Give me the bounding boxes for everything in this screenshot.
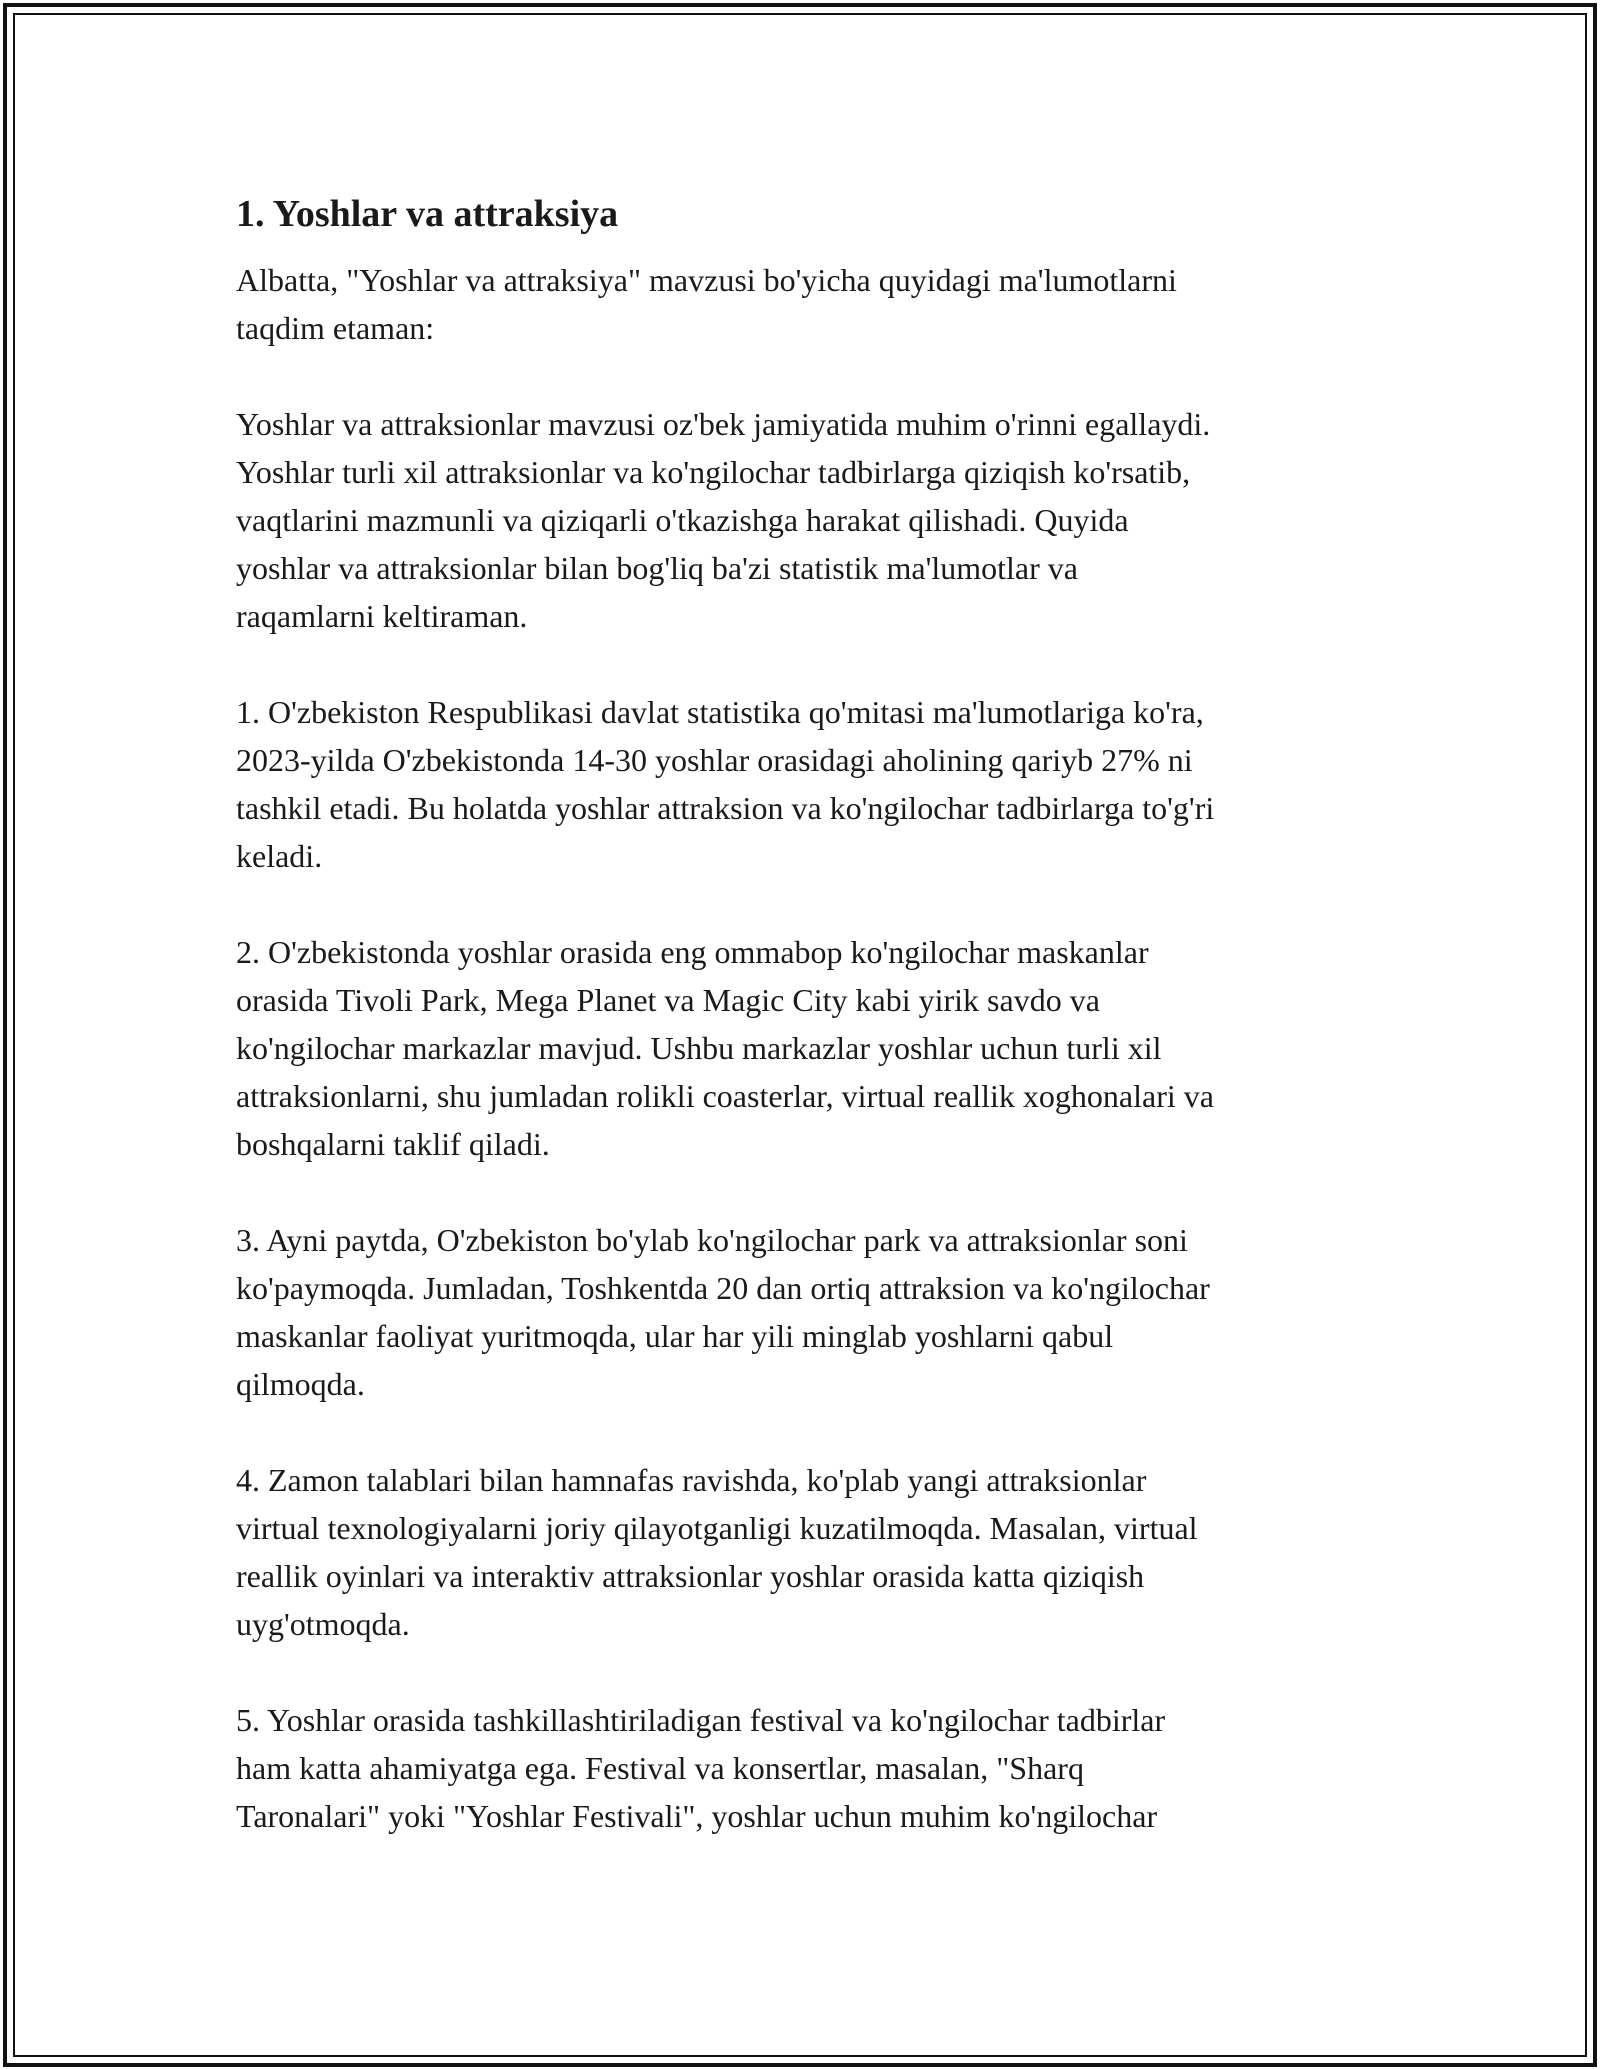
paragraph-point-3: 3. Ayni paytda, O'zbekiston bo'ylab ko'ngilochar park va attraksionlar soni ko'paymoqda. Jumladan, Toshkentda 20 dan ortiq attraksion va ko'ngilochar maskanlar faoliyat yuritmoqda, ular har yili minglab yoshlarni qabul qilmoqda. xyxy=(236,1222,1210,1402)
paragraph-point-1: 1. O'zbekiston Respublikasi davlat statistika qo'mitasi ma'lumotlariga ko'ra, 2023-yilda O'zbekistonda 14-30 yoshlar orasidagi aholining qariyb 27% ni tashkil etadi. Bu holatda yoshlar attraksion va ko'ngilochar tadbirlarga to'g'ri keladi. xyxy=(236,694,1215,874)
paragraph-point-5: 5. Yoshlar orasida tashkillashtiriladigan festival va ko'ngilochar tadbirlar ham katta ahamiyatga ega. Festival va konsertlar, masalan, "Sharq Taronalari" yoki "Yoshlar Festivali", yoshlar uchun muhim ko'ngilochar xyxy=(236,1702,1166,1834)
paragraph-overview: Yoshlar va attraksionlar mavzusi oz'bek jamiyatida muhim o'rinni egallaydi. Yoshlar turli xil attraksionlar va ko'ngilochar tadbirlarga qiziqish ko'rsatib, vaqtlarini mazmunli va qiziqarli o'tkazishga harakat qilishadi. Quyida yoshlar va attraksionlar bilan bog'liq ba'zi statistik ma'lumotlar va raqamlarni keltiraman. xyxy=(236,406,1211,634)
paragraph-point-2: 2. O'zbekistonda yoshlar orasida eng ommabop ko'ngilochar maskanlar orasida Tivoli Park, Mega Planet va Magic City kabi yirik savdo va ko'ngilochar markazlar mavjud. Ushbu markazlar yoshlar uchun turli xil attraksionlarni, shu jumladan rolikli coasterlar, virtual reallik xoghonalari va boshqalarni taklif qiladi. xyxy=(236,934,1214,1162)
document-heading: 1. Yoshlar va attraksiya xyxy=(236,193,619,235)
paragraph-intro: Albatta, "Yoshlar va attraksiya" mavzusi bo'yicha quyidagi ma'lumotlarni taqdim etaman: xyxy=(236,262,1177,346)
paragraph-point-4: 4. Zamon talablari bilan hamnafas ravishda, ko'plab yangi attraksionlar virtual texnologiyalarni joriy qilayotganligi kuzatilmoqda. Masalan, virtual reallik oyinlari va interaktiv attraksionlar yoshlar orasida katta qiziqish uyg'otmoqda. xyxy=(236,1462,1198,1642)
document-body xyxy=(236,186,1366,1840)
